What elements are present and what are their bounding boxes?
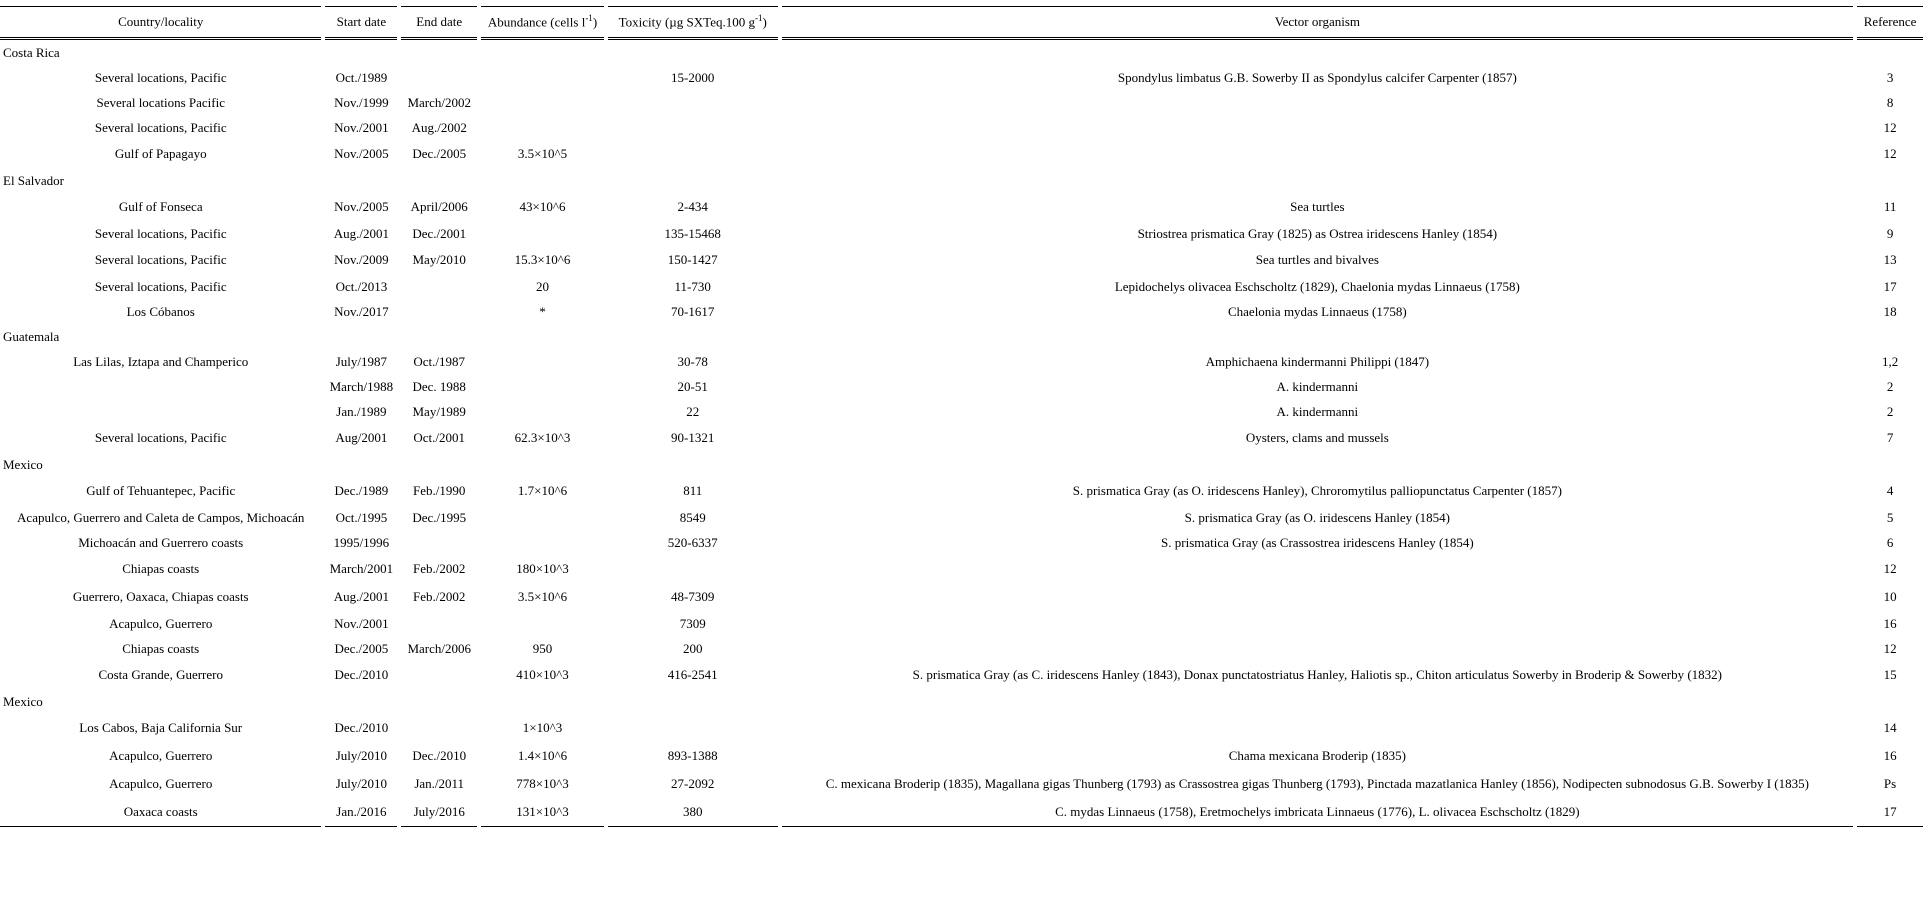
cell-locality: Several locations, Pacific — [94, 69, 227, 85]
cell-reference: 17 — [1883, 278, 1897, 294]
cell-end-date: July/2016 — [401, 798, 477, 827]
cell-toxicity — [608, 714, 778, 742]
cell-end-date — [401, 530, 477, 555]
cell-start-date: Oct./2013 — [335, 278, 388, 294]
cell-locality: Gulf of Fonseca — [118, 199, 203, 214]
cell-end-date: Dec./1995 — [412, 509, 467, 525]
cell-toxicity: 48-7309 — [671, 589, 715, 604]
cell-abundance — [481, 349, 604, 374]
cell-end-date: Oct./2001 — [413, 430, 466, 445]
cell-start-date: July/2010 — [335, 776, 388, 791]
table-row — [0, 742, 1923, 770]
table-row — [0, 798, 1923, 827]
cell-locality: Los Cóbanos — [126, 303, 195, 319]
cell-reference: 5 — [1886, 509, 1894, 525]
table-row — [0, 399, 1923, 424]
cell-end-date — [401, 274, 477, 299]
cell-locality: Several locations, Pacific — [94, 252, 227, 267]
table-row — [0, 246, 1923, 274]
cell-vector-organism: Chaelonia mydas Linnaeus (1758) — [1227, 303, 1407, 319]
cell-start-date: July/2010 — [335, 748, 388, 763]
cell-locality: Michoacán and Guerrero coasts — [78, 534, 244, 550]
cell-abundance: 43×10^6 — [519, 199, 566, 214]
cell-reference: 12 — [1883, 146, 1897, 161]
table-row — [0, 611, 1923, 636]
cell-locality: Chiapas coasts — [122, 640, 200, 656]
cell-reference: 2 — [1886, 378, 1894, 394]
cell-end-date: Jan./2011 — [414, 776, 465, 791]
header-end-date: End date — [401, 6, 477, 40]
cell-vector-organism: A. kindermanni — [1276, 378, 1359, 394]
cell-toxicity — [608, 115, 778, 140]
cell-vector-organism — [782, 714, 1854, 742]
table-row — [0, 477, 1923, 505]
cell-abundance — [481, 530, 604, 555]
cell-locality: Chiapas coasts — [122, 561, 200, 576]
cell-abundance: 410×10^3 — [516, 667, 569, 682]
cell-locality: Acapulco, Guerrero — [109, 776, 213, 791]
cell-locality: Several locations Pacific — [96, 94, 225, 110]
cell-start-date: Nov./1999 — [334, 94, 389, 110]
cell-reference: 7 — [1886, 430, 1894, 445]
table-row — [0, 770, 1923, 798]
cell-locality: Guerrero, Oaxaca, Chiapas coasts — [72, 589, 249, 604]
cell-end-date — [401, 661, 477, 689]
cell-abundance — [481, 90, 604, 115]
cell-reference: 16 — [1883, 615, 1897, 631]
cell-locality: Las Lilas, Iztapa and Champerico — [73, 353, 249, 369]
cell-abundance: 3.5×10^5 — [517, 146, 568, 161]
cell-locality: Several locations, Pacific — [94, 430, 227, 445]
cell-start-date: Nov./2017 — [334, 303, 389, 319]
cell-locality: Acapulco, Guerrero — [109, 748, 213, 763]
cell-start-date: March/2001 — [329, 561, 394, 576]
cell-vector-organism: Amphichaena kindermanni Philippi (1847) — [1205, 353, 1430, 369]
table-row — [0, 530, 1923, 555]
cell-vector-organism: C. mexicana Broderip (1835), Magallana gigas Thunberg (1793) as Crassostrea gigas Thunberg (1793), Pinctada mazatlanica Hanley (1856), Nodipecten subnodosus G.B. Sowerby I (1835) — [825, 776, 1809, 791]
cell-start-date: Dec./1989 — [334, 483, 389, 498]
country-group-row — [0, 168, 1923, 193]
country-group-row — [0, 40, 1923, 65]
cell-start-date: Nov./2005 — [334, 146, 389, 161]
cell-locality: Several locations, Pacific — [94, 278, 227, 294]
cell-toxicity: 893-1388 — [667, 748, 718, 763]
cell-reference: 15 — [1883, 667, 1897, 682]
table-row — [0, 374, 1923, 399]
cell-toxicity — [608, 555, 778, 583]
cell-vector-organism: Spondylus limbatus G.B. Sowerby II as Spondylus calcifer Carpenter (1857) — [1117, 69, 1517, 85]
cell-reference: 6 — [1886, 534, 1894, 550]
cell-vector-organism: S. prismatica Gray (as Crassostrea iridescens Hanley (1854) — [1161, 534, 1474, 550]
cell-abundance: 778×10^3 — [516, 776, 569, 791]
cell-locality: Acapulco, Guerrero — [109, 615, 213, 631]
cell-locality: Several locations, Pacific — [94, 225, 227, 241]
table-row — [0, 115, 1923, 140]
cell-start-date: Oct./1989 — [335, 69, 388, 85]
cell-end-date: May/2010 — [412, 252, 466, 267]
cell-vector-organism — [782, 583, 1854, 611]
cell-reference: 9 — [1886, 225, 1894, 241]
cell-locality: Oaxaca coasts — [0, 798, 321, 827]
table-row — [0, 349, 1923, 374]
cell-end-date: Oct./1987 — [413, 353, 466, 369]
cell-start-date: July/1987 — [335, 353, 388, 369]
cell-vector-organism: S. prismatica Gray (as O. iridescens Hanley (1854) — [1184, 509, 1451, 525]
cell-start-date: Nov./2001 — [334, 615, 389, 631]
header-reference: Reference — [1857, 6, 1923, 40]
cell-start-date: Aug/2001 — [335, 430, 388, 445]
cell-toxicity: 416-2541 — [667, 667, 718, 682]
cell-reference: 1,2 — [1881, 353, 1899, 369]
country-name: Guatemala — [3, 328, 60, 344]
table-row — [0, 193, 1923, 221]
table-body — [0, 40, 1923, 827]
cell-abundance: 62.3×10^3 — [514, 430, 571, 445]
cell-end-date — [401, 299, 477, 324]
header-start-date: Start date — [325, 6, 397, 40]
cell-start-date: Dec./2010 — [334, 667, 389, 682]
cell-toxicity: 200 — [682, 640, 703, 656]
cell-abundance: 1×10^3 — [522, 720, 563, 735]
cell-end-date: Aug./2002 — [411, 119, 467, 135]
table-row — [0, 299, 1923, 324]
cell-abundance: 950 — [532, 640, 553, 656]
header-row — [0, 6, 1923, 40]
cell-start-date: Oct./1995 — [335, 509, 388, 525]
cell-reference: 14 — [1883, 720, 1897, 735]
cell-end-date: Feb./2002 — [413, 561, 466, 576]
cell-reference: 18 — [1883, 303, 1897, 319]
header-abundance: Abundance (cells $l^{-1}$) — [481, 6, 604, 40]
cell-toxicity: 2-434 — [677, 199, 708, 214]
country-group-row — [0, 324, 1923, 349]
toxicity-table — [0, 6, 1923, 827]
cell-toxicity: 90-1321 — [671, 430, 715, 445]
cell-toxicity — [608, 90, 778, 115]
cell-abundance: 1.4×10^6 — [517, 748, 568, 763]
cell-abundance — [481, 399, 604, 424]
cell-abundance: 131×10^3 — [481, 798, 604, 827]
cell-abundance: 1.7×10^6 — [517, 483, 568, 498]
cell-start-date: 1995/1996 — [333, 534, 390, 550]
cell-vector-organism — [782, 611, 1854, 636]
cell-locality: Acapulco, Guerrero and Caleta de Campos, Michoacán — [17, 509, 305, 525]
cell-vector-organism: Chama mexicana Broderip (1835) — [1228, 748, 1406, 763]
cell-toxicity: 27-2092 — [671, 776, 715, 791]
cell-end-date — [401, 65, 477, 90]
table-row — [0, 636, 1923, 661]
cell-end-date: Dec. 1988 — [412, 378, 466, 394]
cell-vector-organism: A. kindermanni — [1276, 403, 1359, 419]
cell-toxicity: 30-78 — [677, 353, 708, 369]
cell-abundance: 20 — [536, 278, 549, 294]
cell-end-date: Feb./1990 — [413, 483, 466, 498]
cell-end-date: March/2006 — [407, 640, 471, 656]
cell-toxicity: 380 — [608, 798, 778, 827]
table-row — [0, 555, 1923, 583]
cell-toxicity: 22 — [686, 403, 700, 419]
country-name: Mexico — [3, 693, 43, 709]
cell-end-date — [401, 714, 477, 742]
cell-end-date — [401, 611, 477, 636]
cell-abundance — [481, 115, 604, 140]
cell-vector-organism — [782, 140, 1854, 168]
cell-end-date: Dec./2005 — [412, 146, 467, 161]
country-name: Mexico — [3, 456, 43, 472]
cell-toxicity — [608, 140, 778, 168]
table-row — [0, 424, 1923, 452]
cell-start-date: Jan./1989 — [336, 403, 387, 419]
cell-end-date: April/2006 — [410, 199, 468, 214]
cell-vector-organism: Sea turtles — [1290, 199, 1345, 214]
cell-reference: 8 — [1886, 94, 1894, 110]
cell-abundance — [481, 65, 604, 90]
cell-start-date: Dec./2005 — [334, 640, 389, 656]
header-vector-organism: Vector organism — [782, 6, 1854, 40]
cell-abundance — [481, 374, 604, 399]
cell-toxicity: 8549 — [679, 509, 706, 525]
cell-vector-organism: S. prismatica Gray (as C. iridescens Hanley (1843), Donax punctatostriatus Hanley, Haliotis sp., Chiton articulatus Sowerby in Broderip & Sowerby (1832) — [912, 667, 1723, 682]
cell-vector-organism — [782, 90, 1854, 115]
cell-start-date: Dec./2010 — [334, 720, 389, 735]
cell-locality — [0, 374, 321, 399]
cell-locality: Gulf of Papagayo — [114, 146, 207, 161]
cell-vector-organism: Sea turtles and bivalves — [1255, 252, 1379, 267]
cell-reference: 3 — [1886, 69, 1894, 85]
cell-abundance: * — [539, 303, 546, 319]
cell-locality: Costa Grande, Guerrero — [98, 667, 223, 682]
cell-reference: 17 — [1857, 798, 1923, 827]
cell-end-date: March/2002 — [407, 94, 471, 110]
cell-reference: 11 — [1883, 199, 1897, 214]
cell-reference: 16 — [1883, 748, 1897, 763]
table-row — [0, 661, 1923, 689]
country-name: El Salvador — [3, 172, 65, 188]
cell-vector-organism: Striostrea prismatica Gray (1825) as Ostrea iridescens Hanley (1854) — [1137, 225, 1498, 241]
table-row — [0, 583, 1923, 611]
cell-toxicity: 150-1427 — [667, 252, 718, 267]
cell-reference: 2 — [1886, 403, 1894, 419]
cell-reference: 13 — [1883, 252, 1897, 267]
cell-toxicity: 20-51 — [677, 378, 708, 394]
cell-start-date: Jan./2016 — [325, 798, 397, 827]
country-group-row — [0, 689, 1923, 714]
cell-abundance: 15.3×10^6 — [514, 252, 571, 267]
table-row — [0, 714, 1923, 742]
cell-start-date: Nov./2001 — [334, 119, 389, 135]
cell-toxicity: 15-2000 — [671, 69, 715, 85]
cell-toxicity: 520-6337 — [667, 534, 718, 550]
cell-start-date: Aug./2001 — [333, 225, 389, 241]
cell-vector-organism: C. mydas Linnaeus (1758), Eretmochelys imbricata Linnaeus (1776), L. olivacea Eschscholtz (1829) — [782, 798, 1854, 827]
cell-abundance: 3.5×10^6 — [517, 589, 568, 604]
cell-reference: 12 — [1883, 561, 1897, 576]
cell-start-date: Nov./2009 — [334, 252, 389, 267]
cell-reference: 12 — [1883, 640, 1897, 656]
table-row — [0, 274, 1923, 299]
cell-vector-organism — [782, 115, 1854, 140]
header-toxicity: Toxicity (µg SXTeq.100 $g^{-1}$) — [608, 6, 778, 40]
cell-reference: 12 — [1883, 119, 1897, 135]
cell-abundance: 180×10^3 — [516, 561, 569, 576]
cell-locality: Several locations, Pacific — [94, 119, 227, 135]
cell-reference: 4 — [1886, 483, 1894, 498]
cell-reference: Ps — [1883, 776, 1897, 791]
cell-reference: 10 — [1883, 589, 1897, 604]
cell-start-date: Aug./2001 — [333, 589, 389, 604]
cell-toxicity: 11-730 — [674, 278, 711, 294]
cell-start-date: March/1988 — [329, 378, 394, 394]
cell-toxicity: 7309 — [679, 615, 706, 631]
table-row — [0, 140, 1923, 168]
cell-end-date: Dec./2010 — [412, 748, 467, 763]
cell-end-date: May/1989 — [412, 403, 466, 419]
cell-abundance — [481, 505, 604, 530]
table-row — [0, 505, 1923, 530]
cell-vector-organism — [782, 636, 1854, 661]
country-name: Costa Rica — [3, 44, 60, 60]
cell-locality: Los Cabos, Baja California Sur — [79, 720, 243, 735]
cell-vector-organism — [782, 555, 1854, 583]
table-row — [0, 65, 1923, 90]
cell-toxicity: 135-15468 — [664, 225, 721, 241]
cell-start-date: Nov./2005 — [334, 199, 389, 214]
cell-toxicity: 70-1617 — [671, 303, 715, 319]
cell-locality: Gulf of Tehuantepec, Pacific — [86, 483, 236, 498]
cell-abundance — [481, 221, 604, 246]
table-row — [0, 221, 1923, 246]
table-row — [0, 90, 1923, 115]
cell-vector-organism: S. prismatica Gray (as O. iridescens Hanley), Chroromytilus palliopunctatus Carpenter (1857) — [1072, 483, 1562, 498]
cell-abundance — [481, 611, 604, 636]
header-country: Country/locality — [0, 6, 321, 40]
cell-vector-organism: Lepidochelys olivacea Eschscholtz (1829), Chaelonia mydas Linnaeus (1758) — [1114, 278, 1520, 294]
cell-vector-organism: Oysters, clams and mussels — [1245, 430, 1389, 445]
cell-end-date: Feb./2002 — [413, 589, 466, 604]
cell-locality — [0, 399, 321, 424]
cell-toxicity: 811 — [683, 483, 703, 498]
country-group-row — [0, 452, 1923, 477]
cell-end-date: Dec./2001 — [412, 225, 467, 241]
